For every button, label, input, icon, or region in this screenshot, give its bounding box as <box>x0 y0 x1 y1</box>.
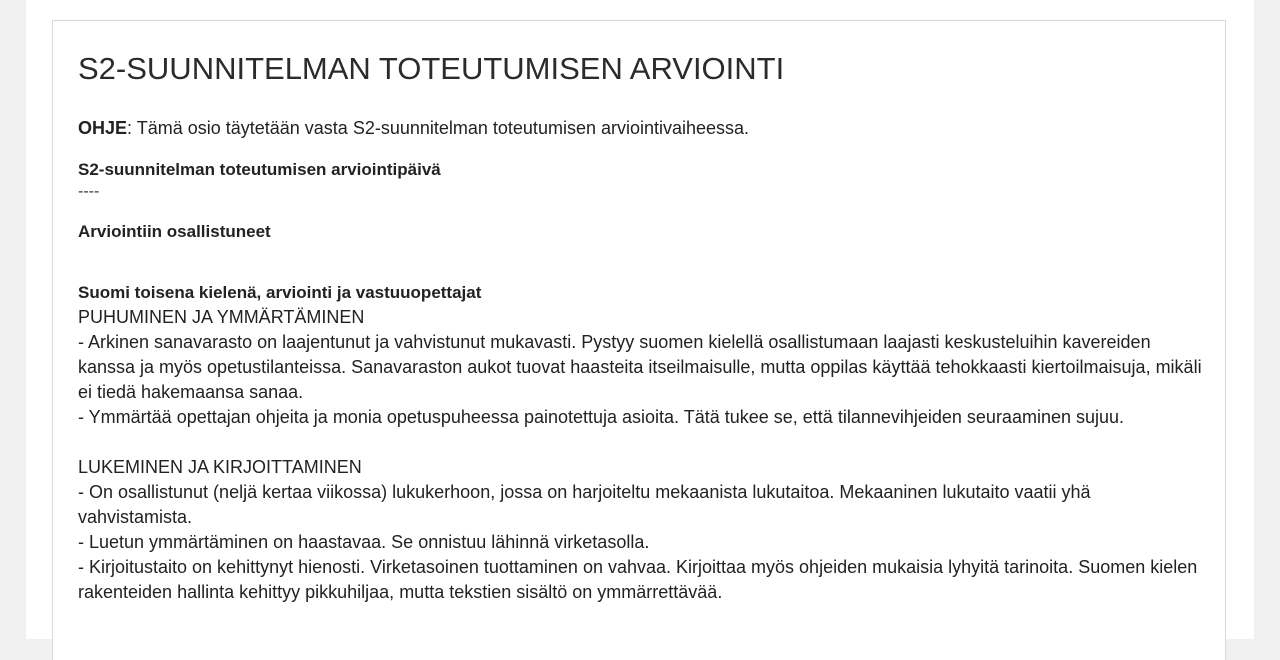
paragraph-gap <box>78 430 1203 455</box>
reading-item: - Luetun ymmärtäminen on haastavaa. Se onnistuu lähinnä virketasolla. <box>78 532 650 552</box>
reading-item: - On osallistunut (neljä kertaa viikossa) lukukerhoon, jossa on harjoiteltu mekaanista lukutaitoa. Mekaaninen lukutaito vaatii yhä vahvistamista. <box>78 482 1091 527</box>
assessment-label: Suomi toisena kielenä, arviointi ja vastuuopettajat <box>78 283 482 302</box>
evaluation-date-value: ---- <box>78 183 100 200</box>
speaking-heading: PUHUMINEN JA YMMÄRTÄMINEN <box>78 307 365 327</box>
evaluation-date-label: S2-suunnitelman toteutumisen arviointipäivä <box>78 160 441 179</box>
instruction-body: : Tämä osio täytetään vasta S2-suunnitelman toteutumisen arviointivaiheessa. <box>127 118 750 138</box>
instruction-label: OHJE <box>78 118 128 138</box>
page-title: S2-SUUNNITELMAN TOTEUTUMISEN ARVIOINTI <box>78 51 785 86</box>
speaking-item: - Ymmärtää opettajan ohjeita ja monia opetuspuheessa painotettuja asioita. Tätä tukee se, että tilannevihjeiden seuraaminen sujuu. <box>78 407 1125 427</box>
speaking-item: - Arkinen sanavarasto on laajentunut ja vahvistunut mukavasti. Pystyy suomen kielellä osallistumaan laajasti keskusteluihin kavereiden kanssa ja myös opetustilanteissa. Sanavaraston aukot tuovat haasteita itseilmaisulle, mutta oppilas käyttää tehokkaasti kiertoilmaisuja, mikäli ei tiedä hakemaansa sanaa. <box>78 332 1202 402</box>
participants-label: Arviointiin osallistuneet <box>78 222 271 241</box>
reading-heading: LUKEMINEN JA KIRJOITTAMINEN <box>78 457 362 477</box>
page-background <box>26 0 1254 639</box>
instruction-text <box>78 116 749 141</box>
reading-item: - Kirjoitustaito on kehittynyt hienosti. Virketasoinen tuottaminen on vahvaa. Kirjoittaa myös ohjeiden mukaisia lyhyitä tarinoita. Suomen kielen rakenteiden hallinta kehittyy pikkuhiljaa, mutta tekstien sisältö on ymmärrettävää. <box>78 557 1198 602</box>
evaluation-card <box>52 20 1226 660</box>
assessment-field <box>78 280 1203 605</box>
evaluation-date-field <box>78 157 1203 202</box>
participants-field <box>78 219 1203 244</box>
